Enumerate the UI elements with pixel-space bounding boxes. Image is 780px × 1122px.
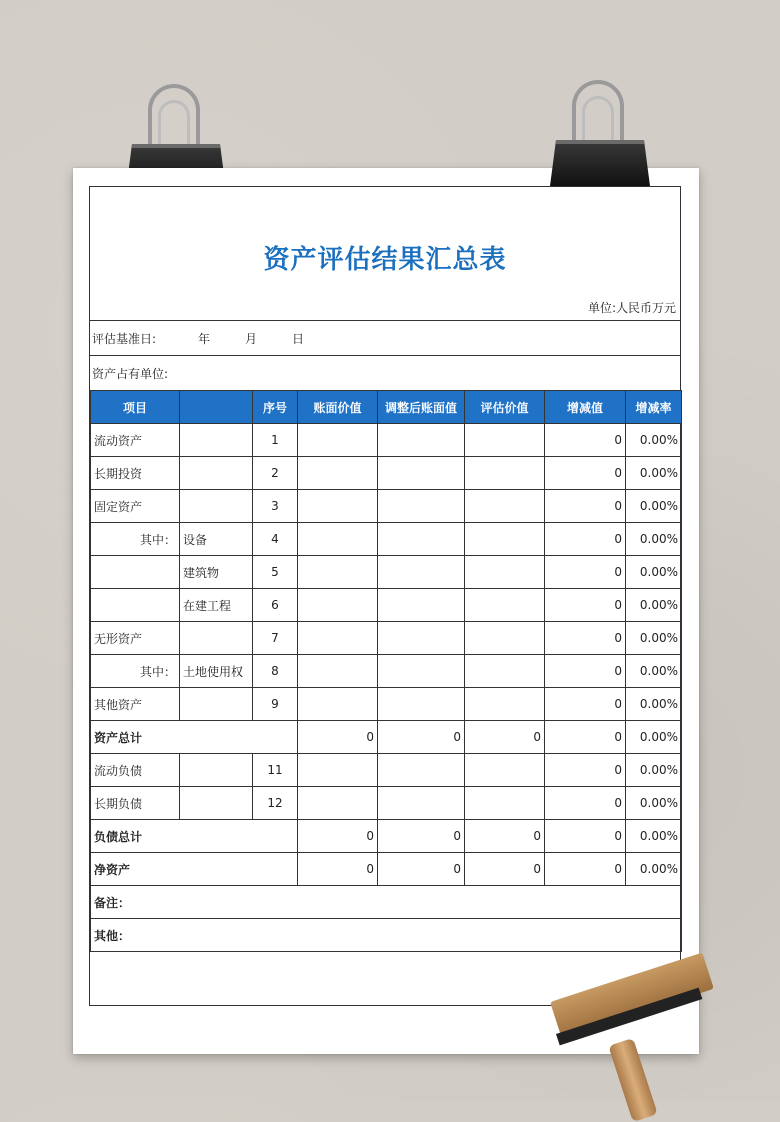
header-assessed-value: 评估价值 — [465, 391, 545, 424]
table-header-row — [91, 391, 682, 424]
page-title: 资产评估结果汇总表 — [263, 245, 507, 275]
table-row: 固定资产 3 0 0.00% — [91, 490, 682, 523]
header-seq: 序号 — [253, 391, 298, 424]
owner-label: 资产占有单位: — [92, 367, 169, 381]
table-row: 其中： 土地使用权 8 0 0.00% — [91, 655, 682, 688]
table-row: 在建工程 6 0 0.00% — [91, 589, 682, 622]
table-row: 其他资产 9 0 0.00% — [91, 688, 682, 721]
date-label: 评估基准日: — [92, 332, 157, 346]
table-row-net-assets: 净资产 0 0 0 0 0.00% — [91, 853, 682, 886]
table-row: 长期投资 2 0 0.00% — [91, 457, 682, 490]
table-row: 无形资产 7 0 0.00% — [91, 622, 682, 655]
header-book-value: 账面价值 — [298, 391, 378, 424]
unit-label: 单位:人民币万元 — [587, 301, 676, 315]
header-item: 项目 — [91, 391, 180, 424]
table-row: 流动资产 1 0 0.00% — [91, 424, 682, 457]
rubber-stamp-icon — [540, 980, 780, 1102]
table-row-total-assets: 资产总计 0 0 0 0 0.00% — [91, 721, 682, 754]
table-row: 长期负债 12 0 0.00% — [91, 787, 682, 820]
year-label: 年 — [198, 332, 211, 346]
table-row: 流动负债 11 0 0.00% — [91, 754, 682, 787]
header-change: 增减值 — [545, 391, 626, 424]
header-change-rate: 增减率 — [626, 391, 682, 424]
table-row-remarks: 备注： — [91, 886, 682, 919]
header-adjusted-book-value: 调整后账面值 — [378, 391, 465, 424]
document-sheet — [73, 168, 699, 1054]
table-row: 其中： 设备 4 0 0.00% — [91, 523, 682, 556]
day-label: 日 — [292, 332, 305, 346]
form-frame — [89, 186, 681, 1006]
binder-clip-right-icon — [550, 80, 650, 200]
table-row: 建筑物 5 0 0.00% — [91, 556, 682, 589]
table-row-total-liabilities: 负债总计 0 0 0 0 0.00% — [91, 820, 682, 853]
table-row-others: 其他： — [91, 919, 682, 952]
summary-table — [90, 390, 682, 952]
month-label: 月 — [245, 332, 258, 346]
